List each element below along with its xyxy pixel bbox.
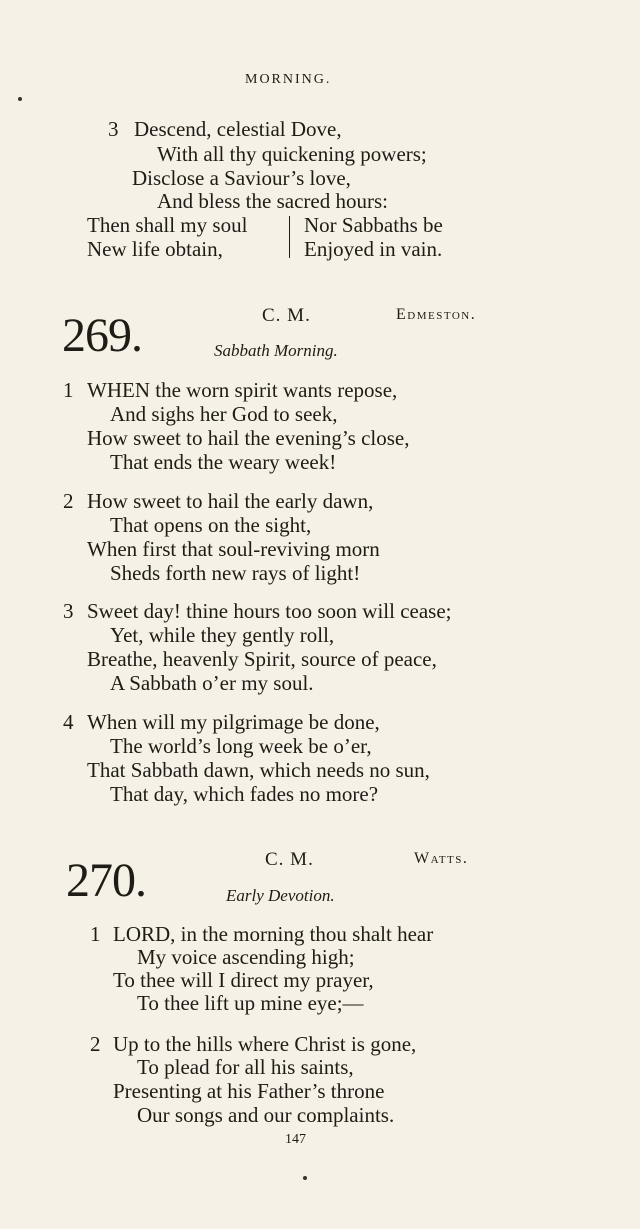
verse-line: How sweet to hail the evening’s close, <box>87 426 410 450</box>
split-line-right: Enjoyed in vain. <box>304 237 443 261</box>
hymn-number: 270. <box>66 854 146 907</box>
hymn-meter: C. M. <box>262 305 311 326</box>
running-head: MORNING. <box>245 72 332 87</box>
verse-line: That ends the weary week! <box>110 450 337 474</box>
hymn-tune: Watts. <box>414 850 469 867</box>
stanza-number: 3 <box>63 599 74 623</box>
stanza-number: 2 <box>90 1032 101 1056</box>
verse-line: When first that soul-reviving morn <box>87 537 380 561</box>
verse-line: And sighs her God to seek, <box>110 402 338 426</box>
verse-line: A Sabbath o’er my soul. <box>110 671 314 695</box>
verse-line: Up to the hills where Christ is gone, <box>113 1032 417 1056</box>
verse-line: Presenting at his Father’s throne <box>113 1079 385 1103</box>
hymn-subtitle: Early Devotion. <box>226 886 335 905</box>
verse-line: Descend, celestial Dove, <box>134 117 342 141</box>
split-line-left: Then shall my soul <box>87 213 248 237</box>
verse-line: That day, which fades no more? <box>110 782 379 806</box>
hymn-number: 269. <box>62 309 142 362</box>
verse-line: Yet, while they gently roll, <box>110 623 335 647</box>
verse-line: That opens on the sight, <box>110 513 312 537</box>
verse-line: To plead for all his saints, <box>137 1055 354 1079</box>
stanza-number: 4 <box>63 710 74 734</box>
verse-line: WHEN the worn spirit wants repose, <box>87 378 398 402</box>
hymn-meter: C. M. <box>265 849 314 870</box>
verse-line: Breathe, heavenly Spirit, source of peace, <box>87 647 437 671</box>
verse-line: My voice ascending high; <box>137 945 355 969</box>
split-line-left: New life obtain, <box>87 237 223 261</box>
page-number: 147 <box>285 1132 306 1147</box>
stanza-number: 2 <box>63 489 74 513</box>
verse-line: And bless the sacred hours: <box>157 189 388 213</box>
stanza-number: 1 <box>63 378 74 402</box>
verse-line: LORD, in the morning thou shalt hear <box>113 922 434 946</box>
verse-line: Our songs and our complaints. <box>137 1103 395 1127</box>
split-divider <box>289 216 290 258</box>
print-speck <box>303 1176 307 1180</box>
print-speck <box>18 97 22 101</box>
verse-line: How sweet to hail the early dawn, <box>87 489 374 513</box>
stanza-number: 1 <box>90 922 101 946</box>
hymn-subtitle: Sabbath Morning. <box>214 341 338 360</box>
verse-line: Disclose a Saviour’s love, <box>132 166 351 190</box>
verse-line: The world’s long week be o’er, <box>110 734 372 758</box>
verse-line: Sweet day! thine hours too soon will cease; <box>87 599 452 623</box>
verse-line: With all thy quickening powers; <box>157 142 427 166</box>
verse-line: To thee will I direct my prayer, <box>113 968 374 992</box>
verse-line: That Sabbath dawn, which needs no sun, <box>87 758 430 782</box>
hymn-tune: Edmeston. <box>396 306 477 323</box>
verse-line: When will my pilgrimage be done, <box>87 710 380 734</box>
verse-line: Sheds forth new rays of light! <box>110 561 361 585</box>
split-line-right: Nor Sabbaths be <box>304 213 443 237</box>
stanza-number: 3 <box>108 117 119 141</box>
verse-line: To thee lift up mine eye;— <box>137 991 364 1015</box>
